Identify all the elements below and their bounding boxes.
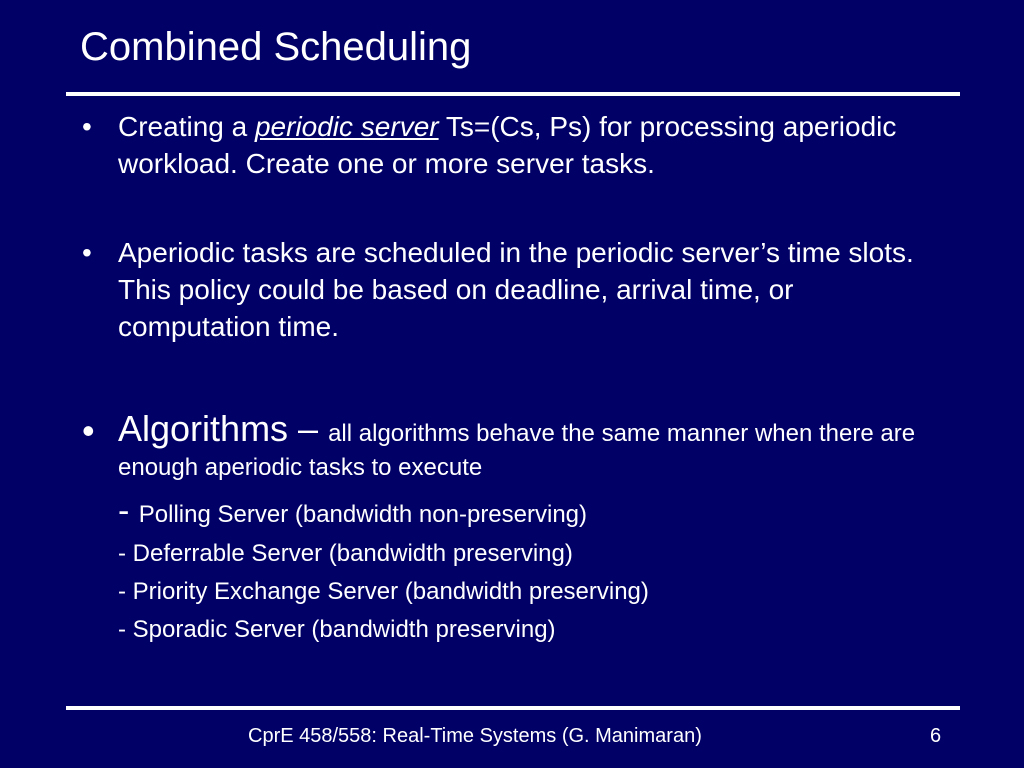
bullet-text [118, 108, 942, 182]
subitem-polling-server [118, 492, 588, 531]
bullet-text-prefix: Creating a [118, 111, 255, 142]
bullet-text [118, 406, 942, 484]
page-number: 6 [930, 725, 942, 747]
bullet-algorithms [82, 406, 942, 484]
bullet-dot: • [82, 410, 95, 451]
subitem-dash: - [118, 492, 139, 530]
subitem-deferrable-server: - Deferrable Server (bandwidth preserving) [118, 540, 573, 567]
bullet-dot: • [82, 111, 92, 142]
subitem-sporadic-server: - Sporadic Server (bandwidth preserving) [118, 616, 556, 643]
footer-divider [66, 706, 960, 710]
bullet-periodic-server [82, 108, 942, 182]
bullet-dot: • [82, 237, 92, 268]
footer-course: CprE 458/558: Real-Time Systems (G. Manimaran) [248, 725, 702, 747]
bullet-text-suffix: Ts=(Cs, Ps) for processing aperiodic workload. Create one or more server tasks. [118, 111, 897, 179]
bullet-emphasis: periodic server [254, 111, 439, 142]
bullet-text: Aperiodic tasks are scheduled in the periodic server’s time slots. This policy could be based on deadline, arrival time, or computation time. [118, 237, 914, 342]
title-divider [66, 92, 960, 96]
slide-title: Combined Scheduling [80, 25, 472, 69]
subitem-priority-exchange-server: - Priority Exchange Server (bandwidth preserving) [118, 578, 649, 605]
bullet-lead: Algorithms – [118, 408, 329, 449]
bullet-aperiodic-tasks [82, 234, 942, 345]
bullet-detail: all algorithms behave the same manner when there are enough aperiodic tasks to execute [118, 420, 916, 481]
subitem-text: Polling Server (bandwidth non-preserving) [138, 501, 588, 528]
